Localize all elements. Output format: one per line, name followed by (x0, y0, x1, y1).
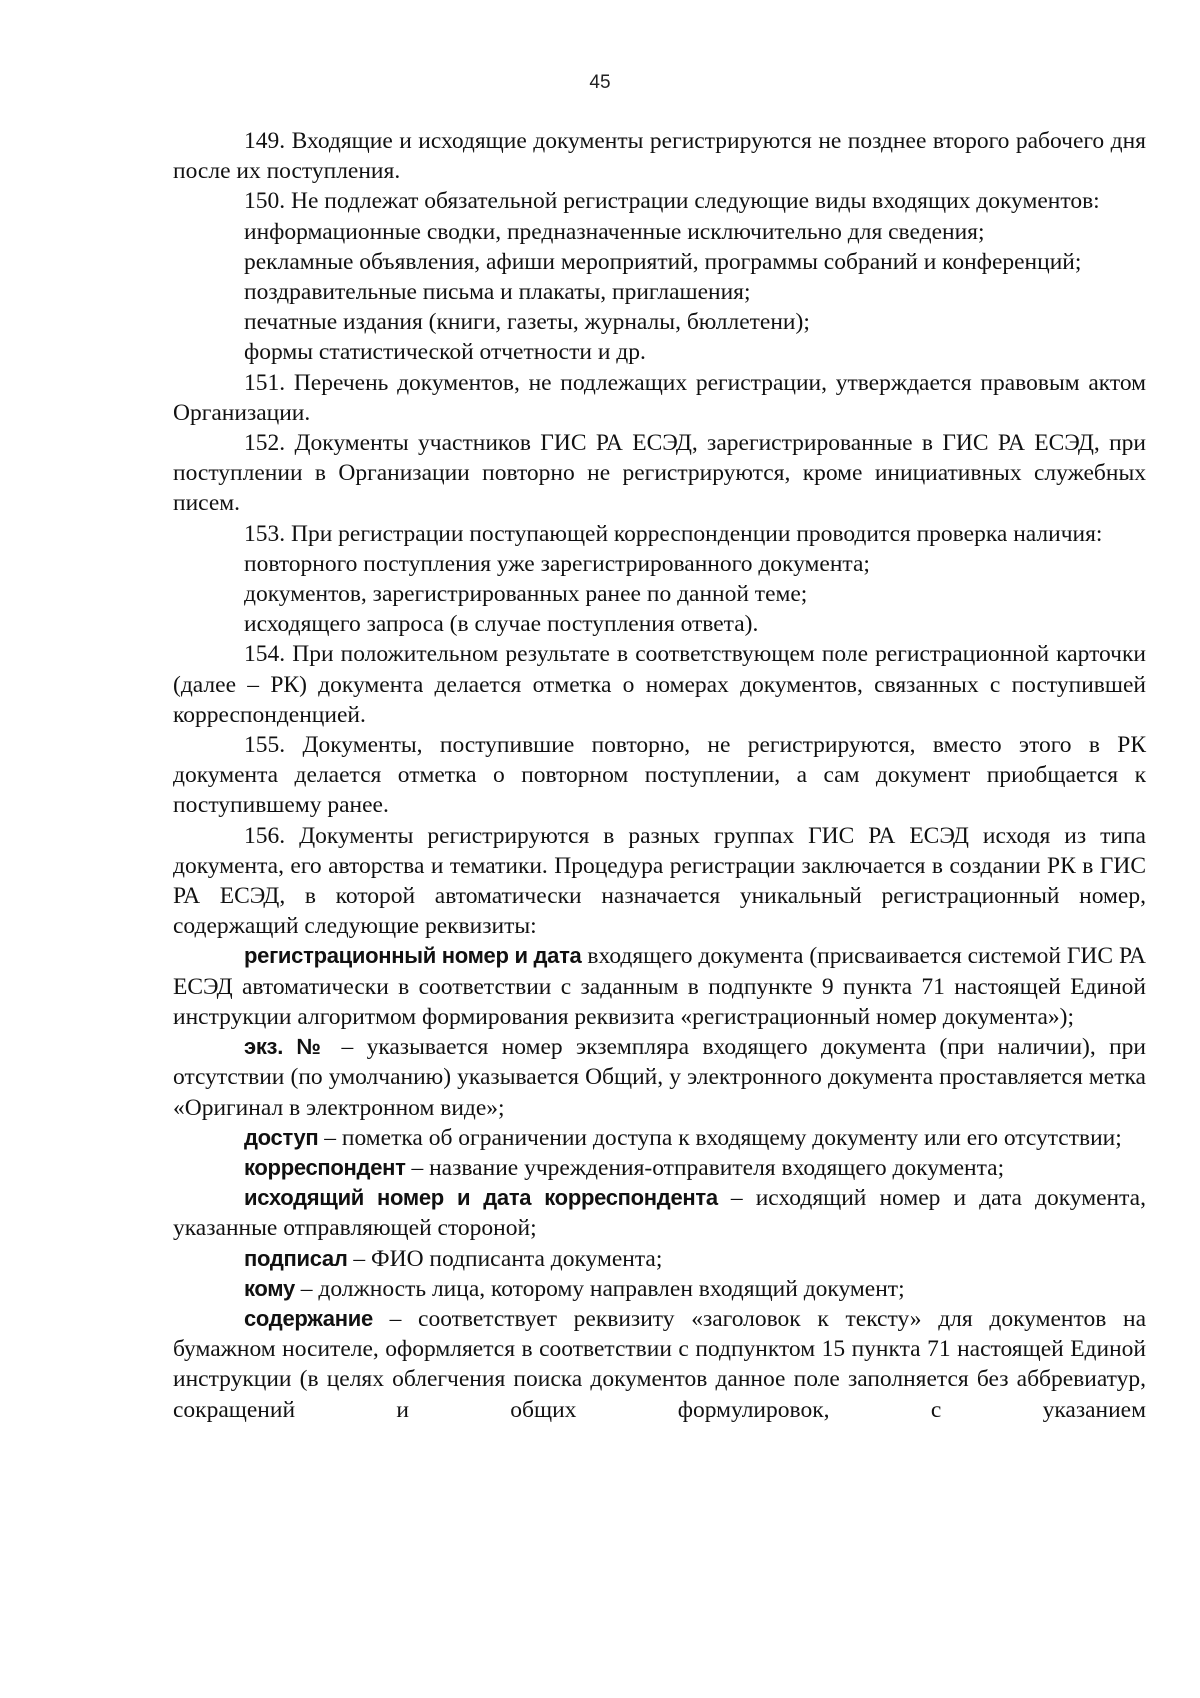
list-item-text: документов, зарегистрированных ранее по данной теме; (244, 581, 808, 608)
field-description: – исходящий номер и дата документа, указанные отправляющей стороной; (173, 1185, 1146, 1242)
field-outgoing-number (173, 1183, 1146, 1243)
field-term: регистрационный номер и дата (244, 943, 582, 969)
list-item-text: печатные издания (книги, газеты, журналы, бюллетени); (244, 309, 810, 336)
field-access (173, 1123, 1146, 1153)
paragraph-150 (173, 186, 1146, 216)
list-item-text: формы статистической отчетности и др. (244, 339, 646, 366)
paragraph-155 (173, 730, 1146, 821)
paragraph-text: 155. Документы, поступившие повторно, не регистрируются, вместо этого в РК документа делается отметка о повторном поступлении, а сам документ приобщается к поступившему ранее. (173, 732, 1146, 819)
field-signed-by (173, 1244, 1146, 1274)
list-item-greetings (173, 277, 1146, 307)
paragraph-151 (173, 368, 1146, 428)
field-term: доступ (244, 1124, 319, 1150)
field-content (173, 1304, 1146, 1425)
list-item-text: информационные сводки, предназначенные исключительно для сведения; (244, 218, 985, 245)
field-copy-number (173, 1032, 1146, 1123)
field-description: – название учреждения-отправителя входящего документа; (405, 1154, 1005, 1181)
field-addressee (173, 1274, 1146, 1304)
field-term: содержание (244, 1305, 373, 1331)
field-term: экз. № (244, 1034, 329, 1060)
field-description: – соответствует реквизиту «заголовок к тексту» для документов на бумажном носителе, оформляется в соответствии с подпунктом 15 пункта 71 настоящей Единой инструкции (в целях облегчения поиска документов данное поле заполняется без аббревиатур, сокращений и общих формулировок, с указанием (173, 1305, 1146, 1423)
field-description: входящего документа (присваивается системой ГИС РА ЕСЭД автоматически в соответствии с заданным в подпункте 9 пункта 71 настоящей Единой инструкции алгоритмом формирования реквизита «регистрационный номер документа»); (173, 943, 1146, 1030)
paragraph-156 (173, 821, 1146, 942)
list-item-printed-media (173, 307, 1146, 337)
paragraph-149 (173, 126, 1146, 186)
field-description: – пометка об ограничении доступа к входящему документу или его отсутствии; (318, 1124, 1122, 1151)
field-term: кому (244, 1275, 295, 1301)
paragraph-text: 153. При регистрации поступающей корреспонденции проводится проверка наличия: (244, 520, 1103, 547)
list-item-text: рекламные объявления, афиши мероприятий, программы собраний и конференций; (244, 248, 1082, 275)
paragraph-text: 149. Входящие и исходящие документы регистрируются не позднее второго рабочего дня после их поступления. (173, 128, 1146, 185)
field-term: подписал (244, 1245, 348, 1271)
paragraph-text: 151. Перечень документов, не подлежащих регистрации, утверждается правовым актом Организации. (173, 369, 1146, 426)
field-term: корреспондент (244, 1154, 406, 1180)
field-correspondent (173, 1153, 1146, 1183)
list-item-advertisements (173, 247, 1146, 277)
paragraph-text: 150. Не подлежат обязательной регистрации следующие виды входящих документов: (244, 188, 1100, 215)
paragraph-text: 154. При положительном результате в соответствующем поле регистрационной карточки (далее – РК) документа делается отметка о номерах документов, связанных с поступившей корреспонденцией. (173, 641, 1146, 728)
list-item-text: поздравительные письма и плакаты, приглашения; (244, 279, 751, 306)
list-item-earlier-documents (173, 579, 1146, 609)
list-item-info-summaries (173, 217, 1146, 247)
field-description: – указывается номер экземпляра входящего документа (при наличии), при отсутствии (по умолчанию) указывается Общий, у электронного документа проставляется метка «Оригинал в электронном виде»; (173, 1034, 1147, 1121)
document-body (173, 126, 1146, 1425)
list-item-text: повторного поступления уже зарегистрированного документа; (244, 550, 870, 577)
list-item-repeated-receipt (173, 549, 1146, 579)
list-item-outgoing-request (173, 609, 1146, 639)
field-registration-number (173, 941, 1146, 1032)
paragraph-154 (173, 639, 1146, 730)
list-item-text: исходящего запроса (в случае поступления ответа). (244, 611, 759, 638)
field-description: – должность лица, которому направлен входящий документ; (294, 1275, 905, 1302)
field-description: – ФИО подписанта документа; (347, 1245, 663, 1272)
paragraph-153 (173, 519, 1146, 549)
page-number: 45 (589, 72, 611, 93)
paragraph-text: 156. Документы регистрируются в разных группах ГИС РА ЕСЭД исходя из типа документа, его авторства и тематики. Процедура регистрации заключается в создании РК в ГИС РА ЕСЭД, в которой автоматически назначается уникальный регистрационный номер, содержащий следующие реквизиты: (173, 822, 1146, 940)
paragraph-text: 152. Документы участников ГИС РА ЕСЭД, зарегистрированные в ГИС РА ЕСЭД, при поступлении в Организации повторно не регистрируются, кроме инициативных служебных писем. (173, 430, 1146, 517)
paragraph-152 (173, 428, 1146, 519)
list-item-statistics-forms (173, 337, 1146, 367)
field-term: исходящий номер и дата корреспондента (244, 1185, 718, 1211)
